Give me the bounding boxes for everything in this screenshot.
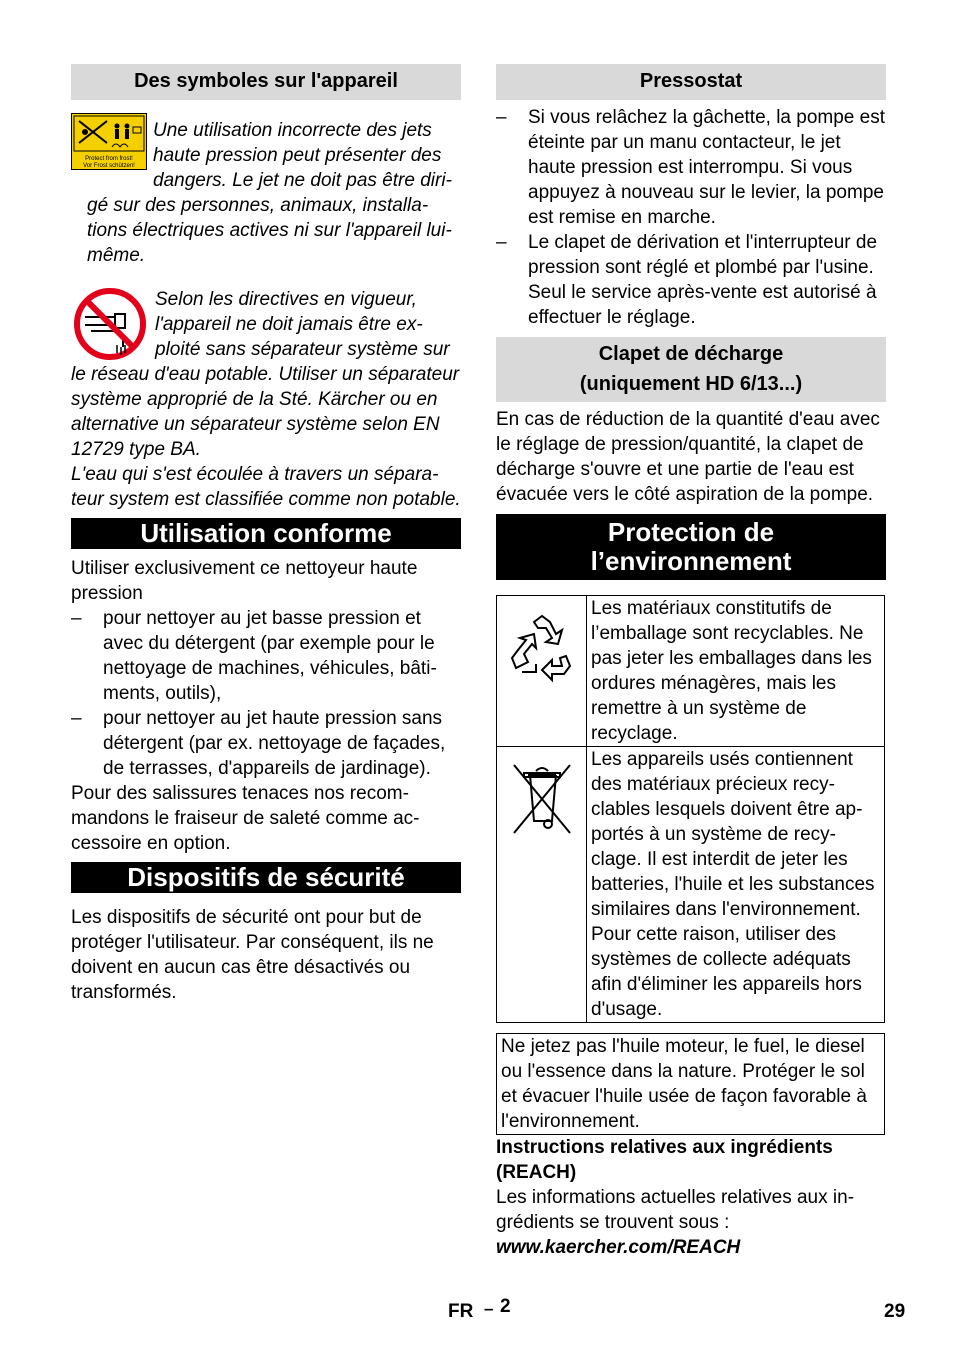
frost-label-1: Protect from frost!: [85, 156, 133, 162]
frost-label-2: Vor Frost schützen!: [83, 163, 135, 169]
high-pressure-warning-icon: [71, 113, 147, 170]
environment-table: [496, 595, 885, 1023]
safety-text: Les dispositifs de sécurité ont pour but de protéger l'utilisateur. Par conséquent, ils ne doivent en aucun cas être désactivés ou transformés.: [71, 907, 434, 1003]
usage-item: – pour nettoyer au jet haute pression sans détergent (par ex. nettoyage de façades, de terrasses, d'appareils de jardinage).: [71, 708, 446, 779]
valve-heading-line-1: Clapet de décharge: [598, 343, 784, 365]
pressostat-item: – Si vous relâchez la gâchette, la pompe est éteinte par un manu contacteur, le jet haute pression est interrompu. Si vous appuyez à nouveau sur le levier, la pompe est remise en marche.: [496, 107, 885, 228]
right-column: [496, 64, 886, 1260]
recycling-icon: [504, 612, 580, 688]
environment-heading-line-2: l’environnement: [590, 546, 792, 576]
symbol-block-potable-water: [71, 287, 461, 462]
pressostat-item-text: Le clapet de dérivation et l'interrupteur de pression sont réglé et plombé par l'usine. Seul le service après-vente est autorisé à effectuer le réglage.: [528, 232, 878, 328]
usage-item-text: pour nettoyer au jet haute pression sans détergent (par ex. nettoyage de façades, de terrasses, d'appareils de jardinage).: [103, 708, 446, 779]
pressostat-heading: Pressostat: [496, 64, 886, 100]
no-potable-water-connection-icon: [71, 287, 149, 362]
safety-heading: Dispositifs de sécurité: [71, 862, 461, 893]
footer-section-page: 2: [500, 1296, 511, 1317]
environment-heading: [496, 514, 886, 580]
environment-heading-line-1: Protection de: [607, 517, 775, 547]
env-recycle-text: Les matériaux constitutifs de l’emballage sont recyclables. Ne pas jeter les emballages dans les ordures ménagères, mais les remettre à un système de recyclage.: [587, 596, 885, 747]
reach-text: Les informations actuelles relatives aux ingrédients se trouvent sous :: [496, 1187, 855, 1233]
reach-link[interactable]: www.kaercher.com/REACH: [496, 1237, 741, 1258]
symbols-text-2: Selon les directives en vigueur, l'appareil ne doit jamais être exploité sans séparateur système sur le réseau d'eau potable. Utiliser un séparateur système approprié de la Sté. Kärcher ou en alternative un séparateur système selon EN 12729 type BA.: [71, 289, 460, 460]
symbols-text-1: Une utilisation incorrecte des jets haute pression peut présenter des dangers. Le jet ne doit pas être dirigé sur des personnes, animaux, installations électriques actives ni sur l'appareil lui-même.: [87, 120, 452, 266]
pressostat-item-text: Si vous relâchez la gâchette, la pompe est éteinte par un manu contacteur, le jet haute pression est interrompu. Si vous appuyez à nouveau sur le levier, la pompe est remise en marche.: [528, 107, 885, 228]
usage-intro: Utiliser exclusivement ce nettoyeur haute pression: [71, 558, 418, 604]
pressostat-item: – Le clapet de dérivation et l'interrupteur de pression sont réglé et plombé par l'usine. Seul le service après-vente est autorisé à effectuer le réglage.: [496, 232, 878, 328]
oil-note: Ne jetez pas l'huile moteur, le fuel, le diesel ou l'essence dans la nature. Protéger le sol et évacuer l'huile usée de façon favorable à l'environnement.: [501, 1036, 867, 1132]
left-column: [71, 64, 461, 1005]
page-number: 29: [884, 1301, 906, 1322]
symbols-text-3: L'eau qui s'est écoulée à travers un séparateur system est classifiée comme non potable.: [71, 464, 461, 510]
usage-item-text: pour nettoyer au jet basse pression et avec du détergent (par exemple pour le nettoyage de machines, véhicules, bâtiments, outils),: [103, 608, 437, 704]
env-weee-text: Les appareils usés contiennent des matériaux précieux recyclables lesquels doivent être apportés à un système de recyclage. Il est interdit de jeter les batteries, l'huile et les substances similaires dans l'environnement. Pour cette raison, utiliser des systèmes de collecte adéquats afin d'éliminer les appareils hors d'usage.: [587, 747, 885, 1023]
oil-note-box: [496, 1033, 885, 1135]
environment-row-recycling: [497, 596, 885, 747]
footer-dash: –: [484, 1299, 494, 1318]
valve-heading: [496, 337, 886, 402]
reach-heading: Instructions relatives aux ingrédients (REACH): [496, 1137, 833, 1183]
footer-language: FR: [448, 1301, 474, 1322]
valve-text: En cas de réduction de la quantité d'eau avec le réglage de pression/quantité, la clapet de décharge s'ouvre et une partie de l'eau est évacuée vers le côté aspiration de la pompe.: [496, 409, 880, 505]
environment-row-weee: [497, 747, 885, 1023]
usage-outro: Pour des salissures tenaces nos recommandons le fraiseur de saleté comme accessoire en option.: [71, 783, 420, 854]
symbols-heading: Des symboles sur l'appareil: [71, 64, 461, 100]
usage-heading: Utilisation conforme: [71, 518, 461, 549]
valve-heading-line-2: (uniquement HD 6/13...): [579, 373, 803, 395]
symbol-block-high-pressure: [71, 113, 461, 268]
usage-item: – pour nettoyer au jet basse pression et avec du détergent (par exemple pour le nettoyage de machines, véhicules, bâtiments, outils),: [71, 608, 437, 704]
crossed-out-wheelie-bin-icon: [510, 761, 574, 837]
